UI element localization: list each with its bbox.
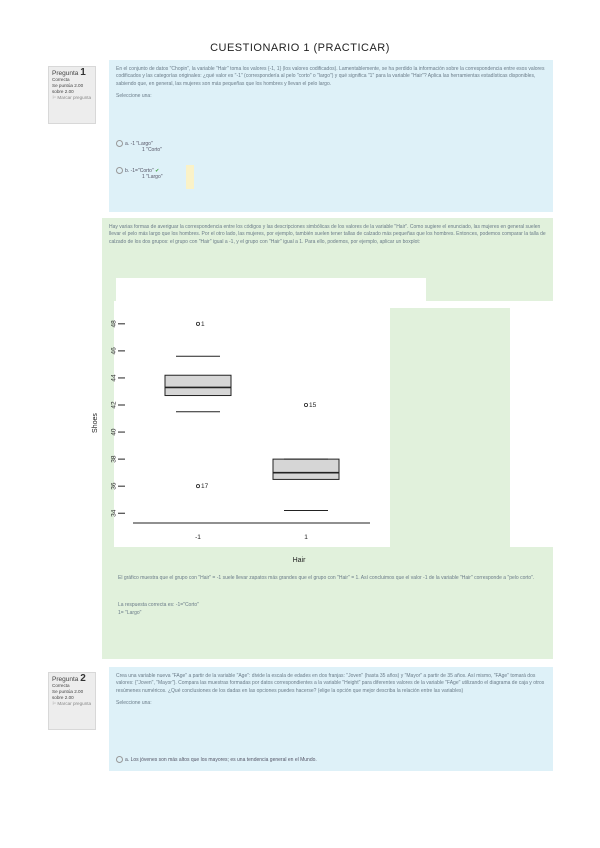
y-tick-label: 36 — [110, 482, 118, 490]
box-1 — [273, 459, 339, 479]
correct-answer-intro: La respuesta correcta es: -1="Corto" — [118, 602, 199, 609]
flag-icon: ⚐ — [52, 95, 57, 100]
flag-question-button[interactable]: ⚐ Marcar pregunta — [52, 701, 92, 706]
question-score: Se puntúa 2.00 sobre 2.00 — [52, 689, 84, 700]
answer-prompt: Seleccione una: — [116, 700, 152, 707]
correct-highlight — [186, 165, 194, 189]
y-axis-title: Shoes — [92, 413, 99, 433]
box--1 — [165, 375, 231, 395]
y-tick-label: 34 — [110, 509, 118, 517]
y-tick-label: 44 — [110, 374, 118, 382]
feedback-side-panel — [390, 308, 510, 547]
question-info-2 — [48, 672, 96, 730]
radio-a[interactable] — [116, 756, 123, 763]
outlier-label: 1 — [201, 320, 205, 328]
feedback-conclusion: El gráfico muestra que el grupo con "Hair" = -1 suele llevar zapatos más grandes que el grupo con "Hair" = 1. Así concluimos que el valor -1 de la variable "Hair" corresponde a "pelo corto". — [118, 575, 535, 581]
blank-area — [116, 278, 426, 301]
question-status: Correcta — [52, 77, 70, 82]
answer-option-a[interactable]: a. -1 "Largo" 1 "Corto" — [116, 140, 162, 153]
question-text: En el conjunto de datos "Chopin", la variable "Hair" toma los valores {-1, 1} (los valores codificados). Lamentablemente, se ha perdido la información sobre la correspondencia entre esos valores codificados y las categorías originales: ¿qué valor es "-1" (correspondería al pelo "corto" o "largo") y qué significa "1" para la variable "Hair"? Aplica las herramientas estadísticas disponibles, sabiendo que, en general, las mujeres son más pequeñas que los hombres y llevan el pelo largo. — [116, 66, 545, 87]
y-tick-label: 38 — [110, 455, 118, 463]
y-tick-label: 42 — [110, 401, 118, 409]
boxplot-chart — [85, 305, 390, 570]
answer-option-b[interactable]: b. -1="Corto" ✔ 1 "Largo" — [116, 167, 163, 180]
check-icon: ✔ — [155, 167, 160, 174]
answer-prompt: Seleccione una: — [116, 93, 152, 100]
question-text: Crea una variable nueva "FAge" a partir de la variable "Age": divide la escala de edades en dos franjas: "Joven" (hasta 35 años) y "Mayor" a partir de 35 años. Así mismo, "FAge" tomará dos valores: {"Joven", "Mayor"}. Compara las muestras formadas por datos correspondientes a la variable "Height" para diferentes valores de la variable "FAge" utilizando el diagrama de caja y otros resúmenes numéricos. ¿Qué conclusiones de los dadas en las opciones puedes hacerse? (elige la opción que mejor describa la relación entre las variables) — [116, 673, 545, 694]
question-number: Pregunta 2 — [52, 673, 86, 684]
page-title: CUESTIONARIO 1 (PRACTICAR) — [210, 42, 390, 54]
answer-option-a[interactable]: a. Los jóvenes son más altos que los mayores; es una tendencia general en el Mundo. — [116, 756, 317, 763]
radio-a[interactable] — [116, 140, 123, 147]
y-tick-label: 40 — [110, 428, 118, 436]
x-tick-label: -1 — [195, 534, 201, 541]
outlier-label: 17 — [201, 483, 209, 491]
question-text-box-1 — [109, 60, 553, 212]
flag-question-button[interactable]: ⚐ Marcar pregunta — [52, 95, 92, 100]
outlier-label: 15 — [309, 402, 317, 409]
y-tick-label: 46 — [110, 347, 118, 355]
x-tick-label: 1 — [304, 534, 308, 541]
outlier-point — [196, 485, 199, 488]
question-number: Pregunta 1 — [52, 67, 86, 78]
correct-answer-line2: 1= "Largo" — [118, 609, 142, 616]
radio-b-selected[interactable] — [116, 167, 123, 174]
feedback-paragraph: Hay varias formas de averiguar la correspondencia entre los códigos y las descripciones simbólicas de los valores de la variable "Hair". Como sugiere el enunciado, las mujeres en general suelen llevar el pelo más largo que los hombres. Por el otro lado, las mujeres, por ejemplo, también suelen tener tallas de calzado más pequeñas que los hombres. Entonces, podemos comparar la talla de calzado de los dos grupos: el grupo con "Hair" igual a -1, y el grupo con "Hair" igual a 1. Para ello, podemos, por ejemplo, aplicar un boxplot: — [109, 224, 546, 245]
question-status: Correcta — [52, 683, 70, 688]
outlier-point — [304, 403, 307, 406]
outlier-point — [196, 322, 199, 325]
y-tick-label: 48 — [110, 320, 118, 328]
question-info-1 — [48, 66, 96, 124]
x-axis-title: Hair — [292, 557, 306, 564]
question-score: Se puntúa 2.00 sobre 2.00 — [52, 83, 84, 94]
flag-icon: ⚐ — [52, 701, 57, 706]
